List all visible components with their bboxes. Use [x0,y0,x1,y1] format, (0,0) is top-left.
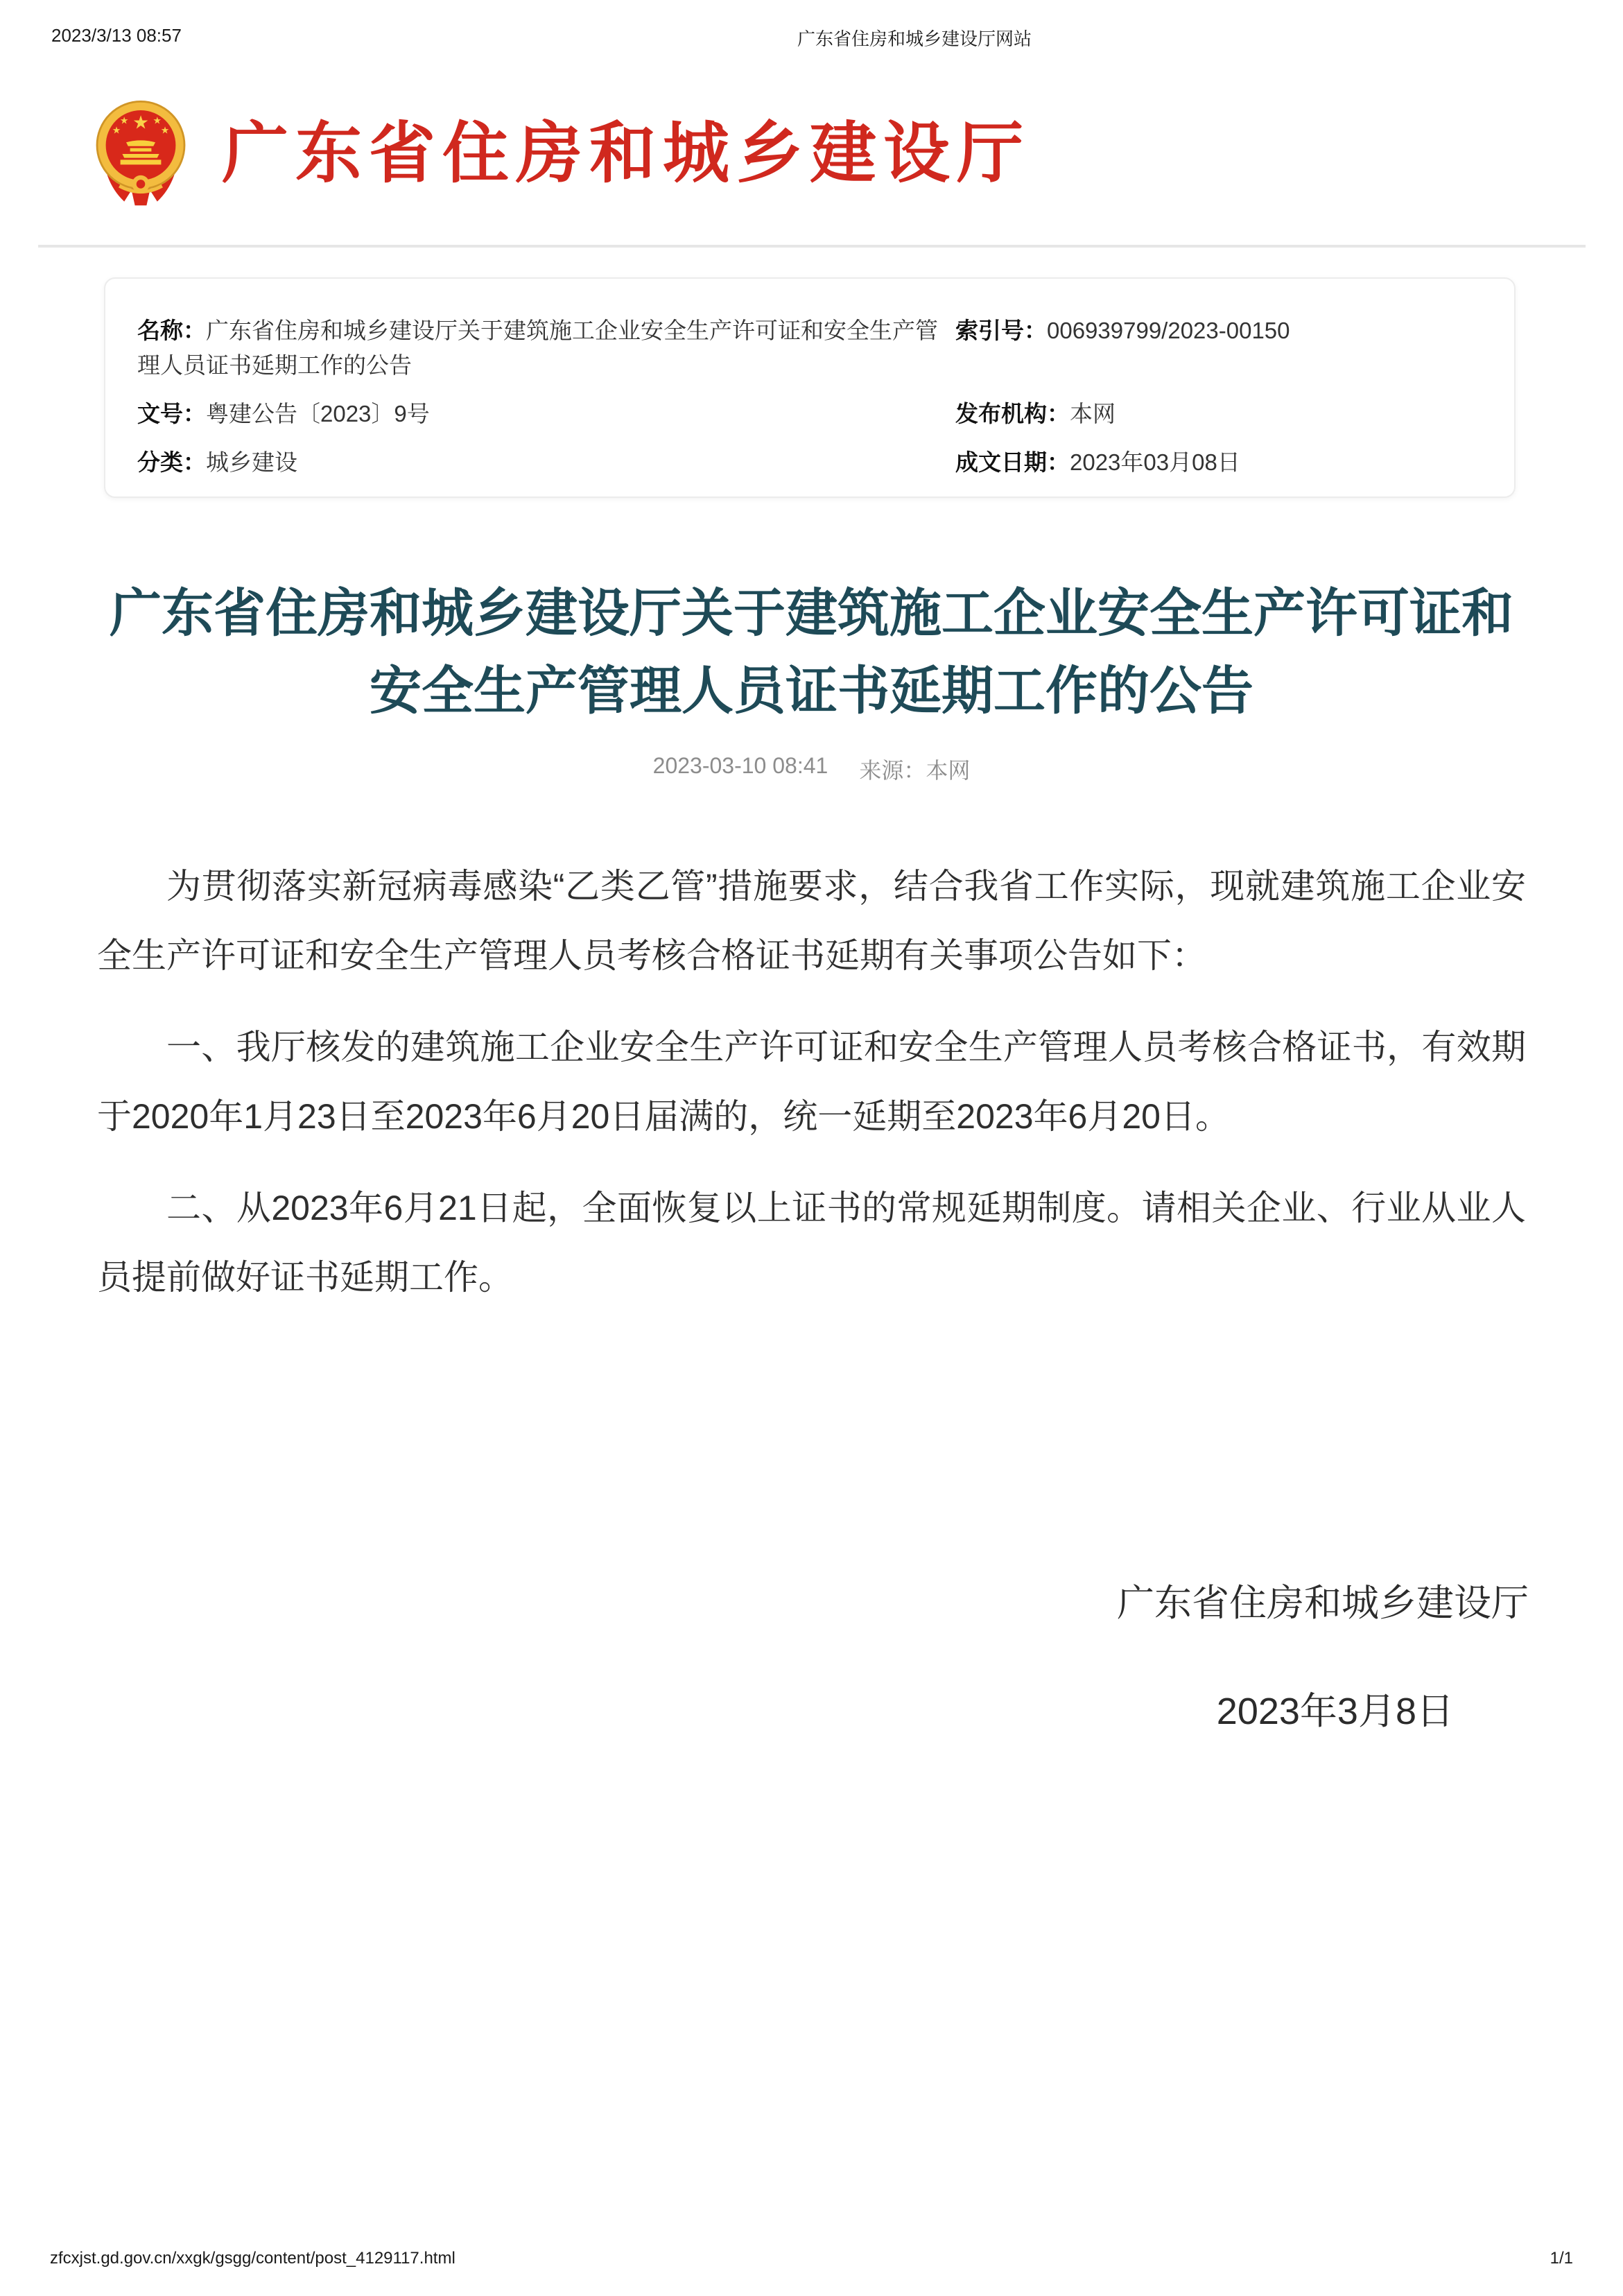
article-paragraph-2: 一、我厅核发的建筑施工企业安全生产许可证和安全生产管理人员考核合格证书，有效期于2020年1月23日至2023年6月20日届满的，统一延期至2023年6月20日。 [97,1028,1526,1136]
meta-label-name: 名称： [137,318,206,343]
meta-value-category: 城乡建设 [206,449,297,475]
article-paragraph-3: 二、从2023年6月21日起，全面恢复以上证书的常规延期制度。请相关企业、行业从业人员提前做好证书延期工作。 [97,1189,1526,1297]
meta-grid [137,313,1482,480]
signature-block [1117,1581,1529,1734]
signature-date: 2023年3月8日 [1216,1691,1454,1732]
article-body [97,852,1526,1334]
print-header-site-title: 广东省住房和城乡建设厅网站 [797,28,1032,49]
meta-label-category: 分类： [137,449,206,475]
article-publish-info [97,753,1526,785]
article-paragraph-1: 为贯彻落实新冠病毒感染“乙类乙管”措施要求，结合我省工作实际，现就建筑施工企业安全生产许可证和安全生产管理人员考核合格证书延期有关事项公告如下： [97,867,1526,975]
print-footer-url: zfcxjst.gd.gov.cn/xxgk/gsgg/content/post_4129117.html [50,2249,455,2268]
site-logo-text: 广东省住房和城乡建设厅 [222,116,1030,191]
print-header-datetime: 2023/3/13 08:57 [51,25,182,46]
meta-field-publisher [955,397,1482,431]
svg-text:★: ★ [160,124,170,136]
svg-text:★: ★ [119,114,129,126]
meta-value-publisher: 本网 [1070,401,1116,426]
svg-text:★: ★ [153,114,162,126]
meta-label-index: 索引号： [955,318,1047,343]
meta-field-date [955,445,1482,480]
article-title: 广东省住房和城乡建设厅关于建筑施工企业安全生产许可证和安全生产管理人员证书延期工作的公告 [109,584,1513,720]
meta-label-date: 成文日期： [955,449,1070,475]
signature-org: 广东省住房和城乡建设厅 [1117,1582,1529,1624]
article-source: 来源：本网 [859,758,971,783]
print-footer-page-number: 1/1 [1550,2249,1573,2268]
site-banner [92,98,1030,209]
publish-time: 2023-03-10 08:41 [652,753,828,778]
meta-value-index: 006939799/2023-00150 [1047,318,1290,343]
meta-label-publisher: 发布机构： [955,401,1070,426]
meta-value-date: 2023年03月08日 [1070,449,1240,475]
meta-field-name [137,313,955,383]
svg-text:★: ★ [112,124,121,136]
document-meta-card [104,277,1516,498]
meta-label-docnum: 文号： [137,401,206,426]
meta-value-docnum: 粤建公告〔2023〕9号 [206,401,430,426]
meta-field-index [955,313,1482,348]
header-divider [38,245,1586,248]
meta-field-category [137,445,955,480]
meta-value-name: 广东省住房和城乡建设厅关于建筑施工企业安全生产许可证和安全生产管理人员证书延期工作的公告 [137,318,938,378]
svg-text:★: ★ [132,112,149,133]
meta-field-docnum [137,397,955,431]
national-emblem-icon [92,98,189,209]
